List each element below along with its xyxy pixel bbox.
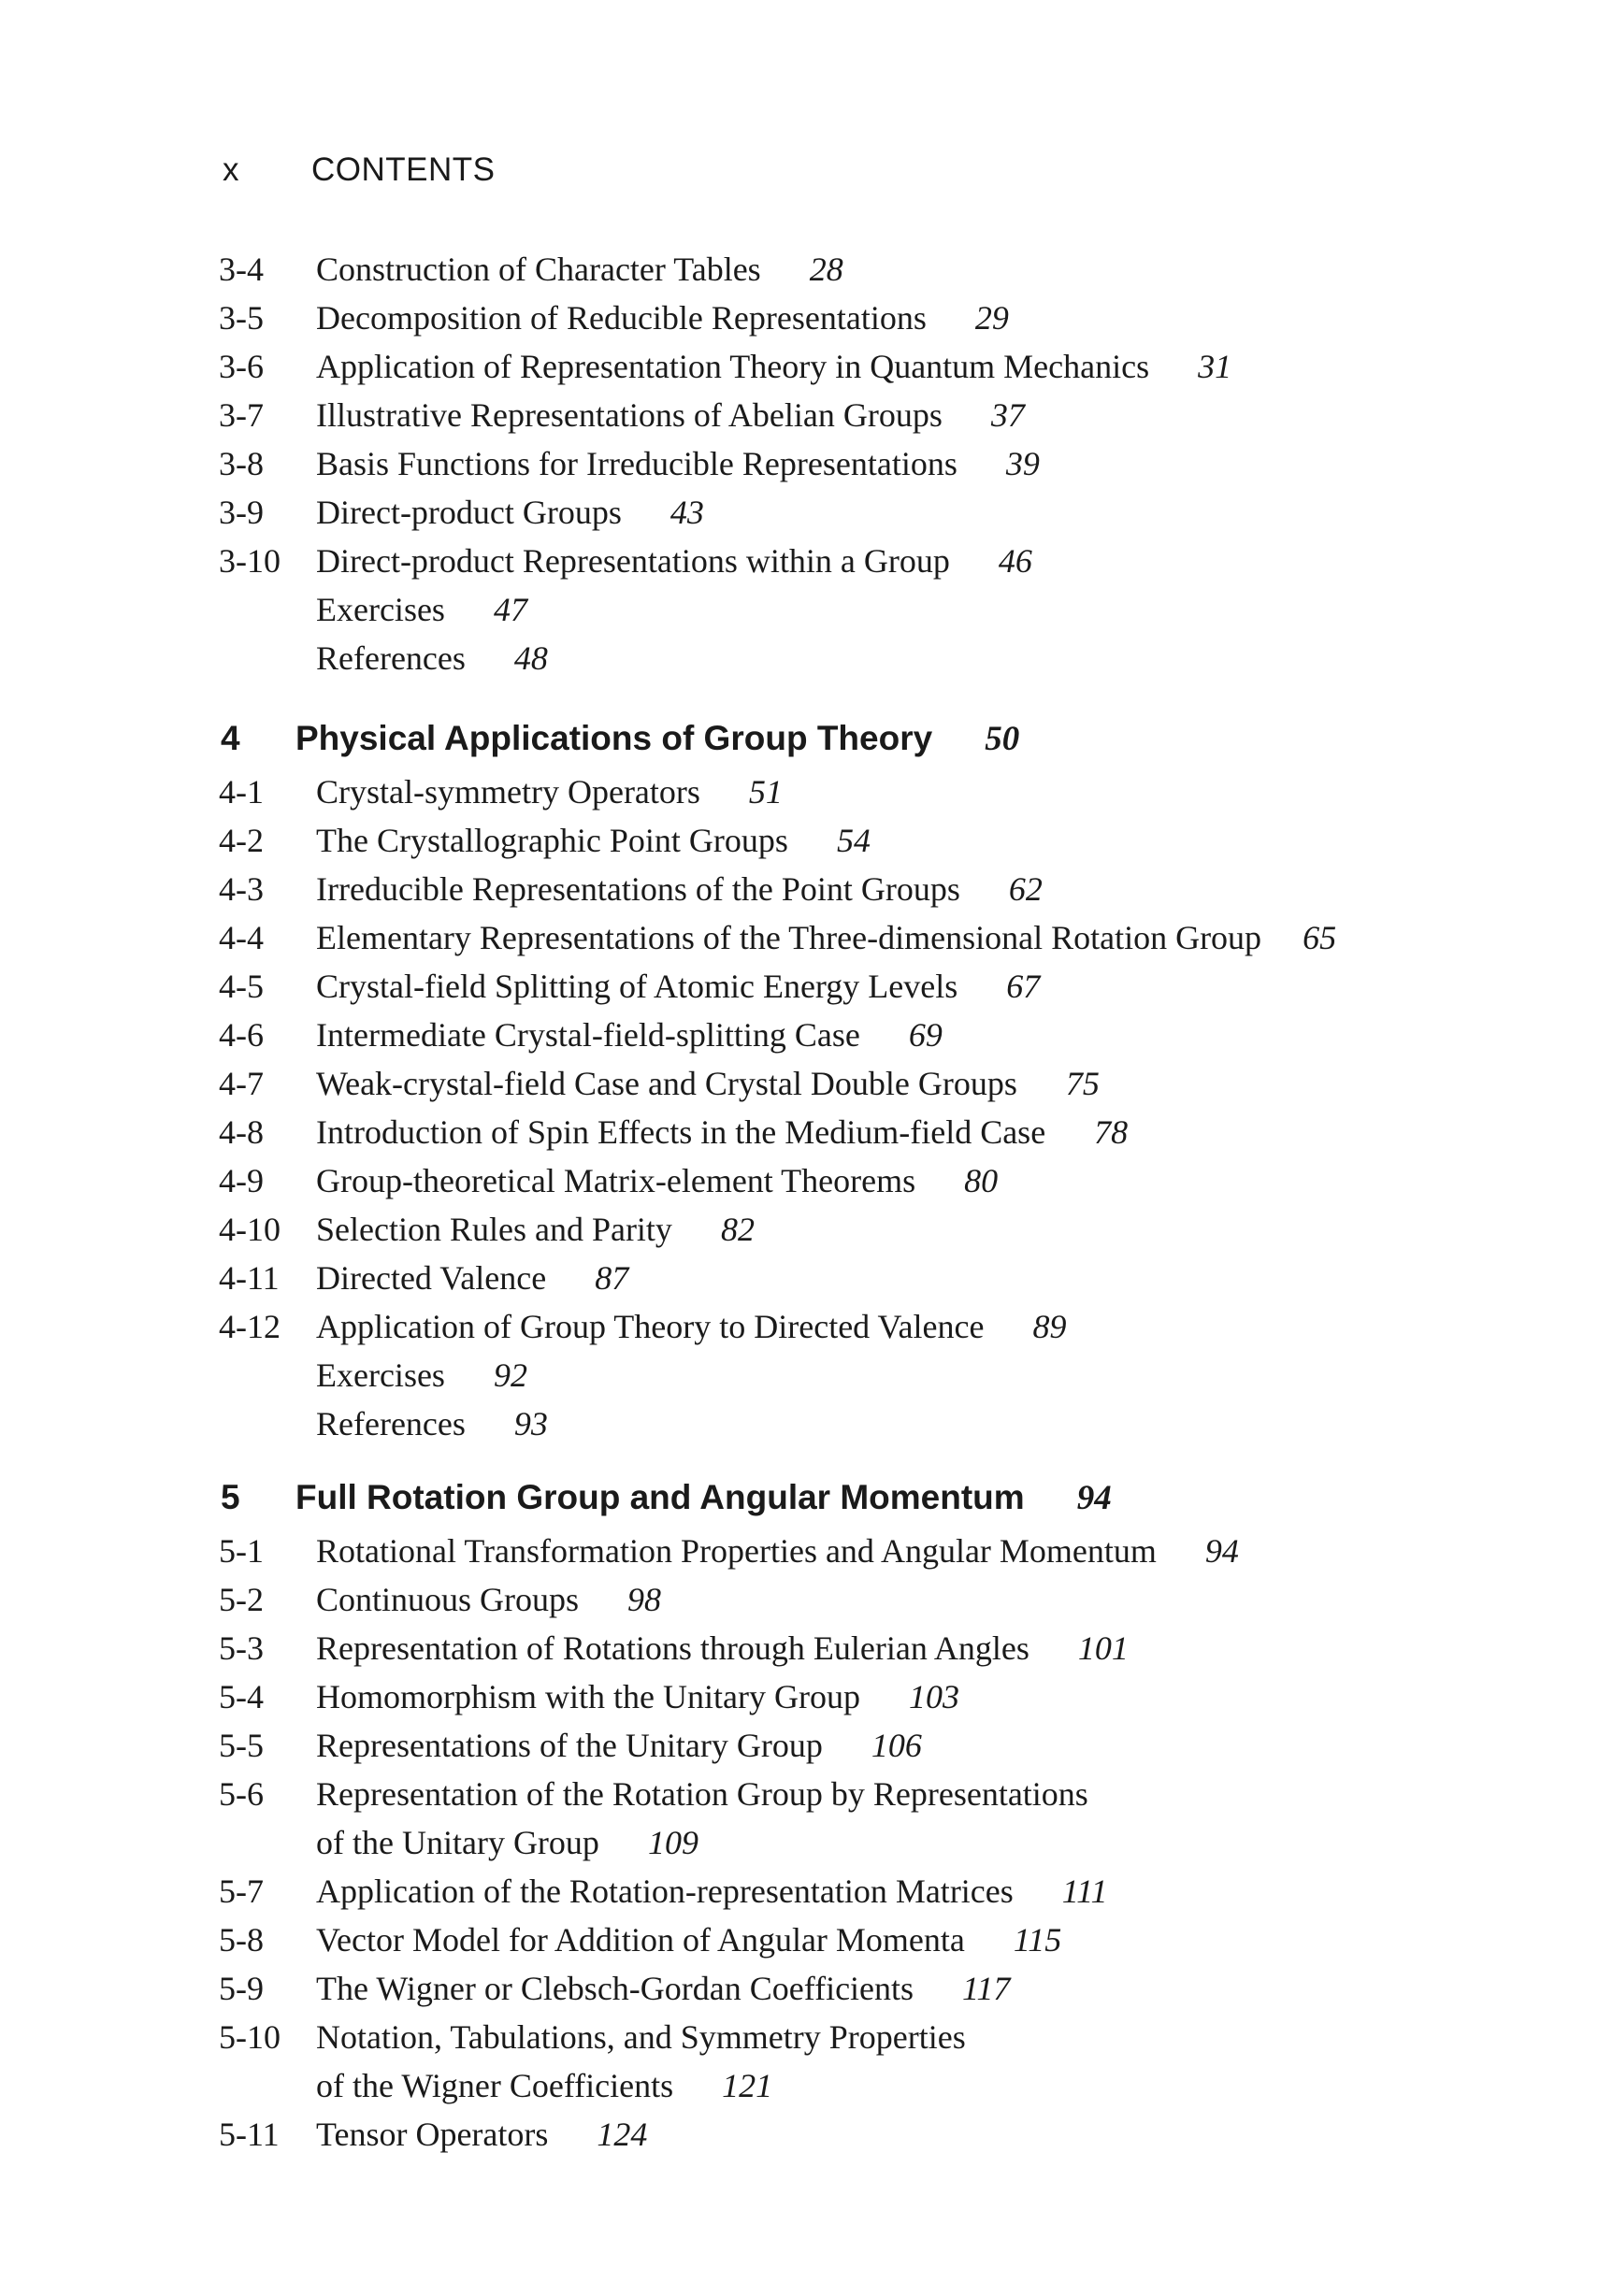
chapter-heading[interactable] (219, 710, 1547, 768)
section-number: 5-9 (219, 1970, 264, 2007)
section-number: 5-1 (219, 1532, 264, 1570)
chapter-title: Full Rotation Group and Angular Momentum (295, 1478, 1025, 1516)
section-number: 4-10 (219, 1211, 281, 1248)
toc-entry[interactable] (219, 537, 1547, 585)
page-number: 37 (990, 396, 1025, 434)
toc-entry[interactable] (219, 1302, 1547, 1351)
section-number: 3-9 (219, 494, 264, 531)
section-number: 4-3 (219, 870, 264, 908)
section-title-line-2: of the Unitary Group (316, 1824, 599, 1861)
page-number: 75 (1065, 1065, 1100, 1102)
section-title: The Wigner or Clebsch-Gordan Coefficients (316, 1970, 914, 2007)
running-head-title: CONTENTS (311, 151, 496, 188)
section-title: The Crystallographic Point Groups (316, 822, 788, 859)
page-number: 39 (1005, 445, 1040, 482)
section-number: 3-8 (219, 445, 264, 482)
page-number: 103 (908, 1678, 959, 1715)
toc-entry[interactable] (219, 1916, 1547, 1964)
page-number: 51 (748, 773, 783, 811)
toc-entry[interactable] (219, 2013, 1547, 2061)
page-number: 50 (985, 720, 1020, 758)
toc-entry[interactable] (219, 294, 1547, 342)
page-number: 94 (1204, 1532, 1239, 1570)
toc-entry[interactable] (219, 488, 1547, 537)
section-number: 4-2 (219, 822, 264, 859)
section-number: 5-11 (219, 2116, 280, 2153)
section-number: 5-6 (219, 1775, 264, 1813)
toc-entry[interactable] (219, 245, 1547, 294)
toc-entry[interactable] (219, 1059, 1547, 1108)
toc-exercises[interactable] (219, 1351, 1547, 1399)
toc-entry[interactable] (219, 1156, 1547, 1205)
section-title: Direct-product Groups (316, 494, 622, 531)
page-number: 109 (647, 1824, 698, 1861)
page-number: 94 (1076, 1479, 1112, 1517)
section-title-line-1: Notation, Tabulations, and Symmetry Properties (316, 2018, 966, 2056)
toc-entry[interactable] (219, 2110, 1547, 2159)
page-number: 111 (1061, 1873, 1108, 1910)
chapter-4-entries (219, 710, 1547, 1448)
page-number: 78 (1094, 1113, 1129, 1151)
toc-entry[interactable] (219, 816, 1547, 865)
exercises-label: Exercises (316, 591, 445, 628)
section-title: Irreducible Representations of the Point Groups (316, 870, 960, 908)
exercises-label: Exercises (316, 1356, 445, 1394)
toc-references[interactable] (219, 634, 1547, 682)
section-title: Crystal-symmetry Operators (316, 773, 700, 811)
section-title: Directed Valence (316, 1259, 547, 1297)
section-number: 5-7 (219, 1873, 264, 1910)
page-number: 106 (871, 1727, 922, 1764)
page-number: 43 (669, 494, 704, 531)
references-label: References (316, 639, 466, 677)
section-number: 4-8 (219, 1113, 264, 1151)
page-folio: x (223, 151, 239, 188)
toc-entry[interactable] (219, 1527, 1547, 1575)
section-number: 4-7 (219, 1065, 264, 1102)
section-title: Intermediate Crystal-field-splitting Case (316, 1016, 860, 1054)
section-title: Construction of Character Tables (316, 251, 761, 288)
toc-entry[interactable] (219, 1964, 1547, 2013)
section-number: 4-6 (219, 1016, 264, 1054)
toc-entry[interactable] (219, 439, 1547, 488)
section-title: Continuous Groups (316, 1581, 580, 1618)
section-number: 4-4 (219, 919, 264, 956)
toc-entry[interactable] (219, 1011, 1547, 1059)
page-number: 82 (720, 1211, 755, 1248)
toc-entry[interactable] (219, 768, 1547, 816)
section-number: 4-11 (219, 1259, 280, 1297)
section-title: Tensor Operators (316, 2116, 549, 2153)
page-number: 54 (836, 822, 871, 859)
section-title: Homomorphism with the Unitary Group (316, 1678, 860, 1715)
chapter-number: 5 (221, 1478, 240, 1516)
page-number: 93 (513, 1405, 548, 1442)
toc-entry-continuation[interactable] (219, 1818, 1547, 1867)
page-number: 62 (1008, 870, 1043, 908)
section-number: 4-1 (219, 773, 264, 811)
section-number: 5-10 (219, 2018, 281, 2056)
toc-entry[interactable] (219, 1867, 1547, 1916)
page-number: 124 (597, 2116, 648, 2153)
toc-entry[interactable] (219, 1575, 1547, 1624)
toc-entry[interactable] (219, 1624, 1547, 1672)
section-title: Group-theoretical Matrix-element Theorems (316, 1162, 916, 1199)
section-number: 3-5 (219, 299, 264, 337)
section-title: Decomposition of Reducible Representations (316, 299, 927, 337)
page-number: 69 (908, 1016, 943, 1054)
toc-entry[interactable] (219, 391, 1547, 439)
section-title: Weak-crystal-field Case and Crystal Double Groups (316, 1065, 1017, 1102)
section-number: 4-9 (219, 1162, 264, 1199)
section-title: Introduction of Spin Effects in the Medium-field Case (316, 1113, 1046, 1151)
section-number: 4-5 (219, 968, 264, 1005)
toc-entry[interactable] (219, 913, 1547, 962)
section-title: Elementary Representations of the Three-dimensional Rotation Group (316, 919, 1262, 956)
section-title: Basis Functions for Irreducible Representations (316, 445, 957, 482)
page-number: 98 (627, 1581, 662, 1618)
page-number: 47 (493, 591, 527, 628)
page-number: 87 (595, 1259, 629, 1297)
toc-entry[interactable] (219, 1721, 1547, 1770)
section-number: 5-5 (219, 1727, 264, 1764)
page-number: 121 (722, 2067, 773, 2104)
page-number: 46 (998, 542, 1032, 580)
toc-entry[interactable] (219, 342, 1547, 391)
section-number: 3-4 (219, 251, 264, 288)
section-title: Vector Model for Addition of Angular Momenta (316, 1921, 965, 1959)
page-number: 29 (974, 299, 1009, 337)
page-number: 101 (1077, 1629, 1129, 1667)
page-number: 92 (493, 1356, 527, 1394)
chapter-5-entries (219, 1470, 1547, 2159)
toc-entry[interactable] (219, 1108, 1547, 1156)
section-title: Application of the Rotation-representation Matrices (316, 1873, 1014, 1910)
toc-references[interactable] (219, 1399, 1547, 1448)
section-title: Representations of the Unitary Group (316, 1727, 823, 1764)
page-number: 89 (1032, 1308, 1067, 1345)
page-number: 117 (962, 1970, 1011, 2007)
chapter-3-entries (219, 245, 1547, 682)
section-title: Illustrative Representations of Abelian Groups (316, 396, 943, 434)
page-number: 48 (513, 639, 548, 677)
section-number: 3-6 (219, 348, 264, 385)
toc-entry[interactable] (219, 962, 1547, 1011)
section-title: Application of Group Theory to Directed Valence (316, 1308, 985, 1345)
chapter-heading[interactable] (219, 1470, 1547, 1527)
section-number: 5-2 (219, 1581, 264, 1618)
page-number: 28 (809, 251, 843, 288)
section-number: 5-4 (219, 1678, 264, 1715)
section-title: Rotational Transformation Properties and Angular Momentum (316, 1532, 1157, 1570)
section-title-line-1: Representation of the Rotation Group by Representations (316, 1775, 1088, 1813)
references-label: References (316, 1405, 466, 1442)
section-title-line-2: of the Wigner Coefficients (316, 2067, 674, 2104)
section-number: 4-12 (219, 1308, 281, 1345)
toc-entry[interactable] (219, 1672, 1547, 1721)
page-number: 31 (1198, 348, 1232, 385)
page-number: 67 (1006, 968, 1041, 1005)
section-title: Direct-product Representations within a Group (316, 542, 950, 580)
page-number: 80 (964, 1162, 999, 1199)
page-number: 65 (1303, 919, 1337, 956)
toc-exercises[interactable] (219, 585, 1547, 634)
chapter-title: Physical Applications of Group Theory (295, 719, 933, 757)
toc-entry[interactable] (219, 1770, 1547, 1818)
section-title: Representation of Rotations through Eulerian Angles (316, 1629, 1029, 1667)
section-number: 3-7 (219, 396, 264, 434)
toc-entry[interactable] (219, 865, 1547, 913)
toc-entry[interactable] (219, 1205, 1547, 1254)
page-number: 115 (1013, 1921, 1062, 1959)
section-number: 5-3 (219, 1629, 264, 1667)
toc-entry-continuation[interactable] (219, 2061, 1547, 2110)
section-number: 5-8 (219, 1921, 264, 1959)
section-title: Application of Representation Theory in Quantum Mechanics (316, 348, 1150, 385)
section-title: Crystal-field Splitting of Atomic Energy Levels (316, 968, 958, 1005)
section-title: Selection Rules and Parity (316, 1211, 672, 1248)
chapter-number: 4 (221, 719, 240, 757)
section-number: 3-10 (219, 542, 281, 580)
toc-entry[interactable] (219, 1254, 1547, 1302)
running-head (223, 151, 496, 189)
